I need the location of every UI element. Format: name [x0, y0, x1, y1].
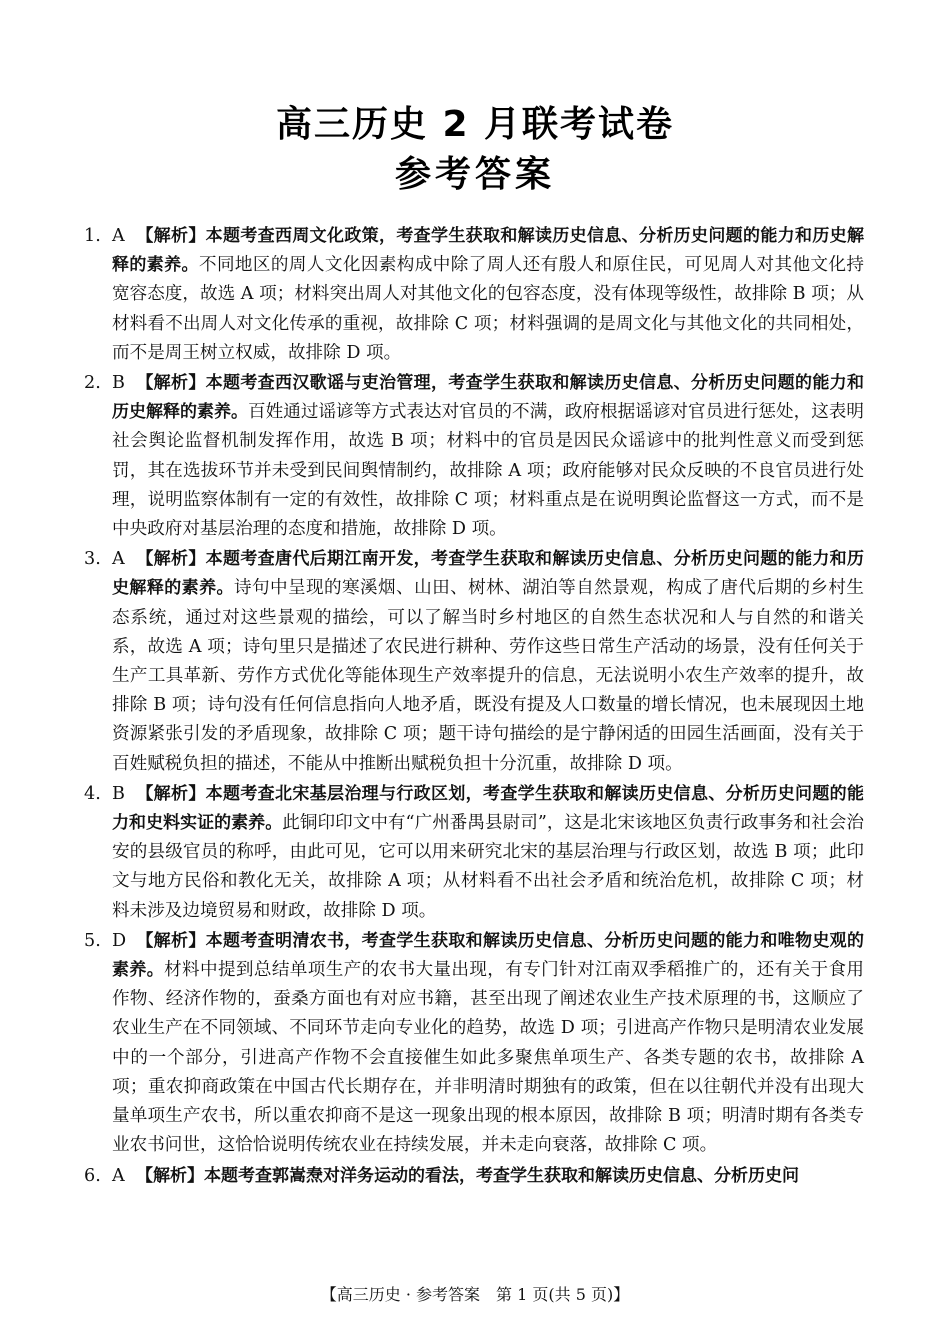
answer-item-5 — [84, 927, 864, 1161]
answer-item-2 — [84, 369, 864, 544]
item-explanation: 材料中提到总结单项生产的农书大量出现，有专门针对江南双季稻推广的，还有关于食用作物、经济作物的，蚕桑方面也有对应书籍，甚至出现了阐述农业生产技术原理的书，这顺应了农业生产在不同领域、不同环节走向专业化的趋势，故选 D 项；引进高产作物只是明清农业发展中的一个部分，引进高产作物不会直接催生如此多聚焦单项生产、各类专题的农书，故排除 A 项；重农抑商政策在中国古代长期存在，并非明清时期独有的政策，但在以往朝代并没有出现大量单项生产农书，所以重农抑商不是这一现象出现的根本原因，故排除 B 项；明清时期有各类专业农书问世，这恰恰说明传统农业在持续发展，并未走向衰落，故排除 C 项。 — [112, 960, 864, 1156]
item-number: 5. — [84, 930, 101, 951]
answer-list — [84, 222, 864, 1192]
item-heading: 【解析】本题考查唐代后期江南开发，考查学生获取和解读历史信息、分析历史问题的能力和历史解释的素养。 — [112, 549, 864, 599]
document-title: 高三历史 2 月联考试卷 — [275, 104, 675, 145]
answer-item-3 — [84, 545, 864, 779]
item-answer: B — [112, 783, 125, 804]
item-answer: A — [112, 226, 125, 246]
item-explanation: 诗句中呈现的寒溪烟、山田、树林、湖泊等自然景观，构成了唐代后期的乡村生态系统，通过对这些景观的描绘，可以了解当时乡村地区的自然生态状况和人与自然的和谐关系，故选 A 项；诗句里只是描述了农民进行耕种、劳作这些日常生产活动的场景，没有任何关于生产工具革新、劳作方式优化等能体现生产效率提升的信息，无法说明小农生产效率的提升，故排除 B 项；诗句没有任何信息指向人地矛盾，既没有提及人口数量的增长情况，也未展现因土地资源紧张引发的矛盾现象，故排除 C 项；题干诗句描绘的是宁静闲适的田园生活画面，没有关于百姓赋税负担的描述，不能从中推断出赋税负担十分沉重，故排除 D 项。 — [112, 578, 864, 774]
item-answer: B — [112, 373, 125, 394]
item-heading: 【解析】本题考查西周文化政策，考查学生获取和解读历史信息、分析历史问题的能力和历史解释的素养。 — [112, 226, 864, 276]
item-number: 4. — [84, 783, 101, 804]
item-answer: D — [112, 930, 127, 951]
document-subtitle: 参考答案 — [394, 154, 555, 195]
item-heading: 【解析】本题考查西汉歌谣与吏治管理，考查学生获取和解读历史信息、分析历史问题的能力和历史解释的素养。 — [112, 373, 864, 423]
item-heading: 【解析】本题考查郭嵩焘对洋务运动的看法，考查学生获取和解读历史信息、分析历史问 — [136, 1165, 799, 1186]
item-number: 2. — [84, 373, 101, 394]
item-heading: 【解析】本题考查明清农书，考查学生获取和解读历史信息、分析历史问题的能力和唯物史观的素养。 — [112, 930, 864, 981]
item-explanation: 百姓通过谣谚等方式表达对官员的不满，政府根据谣谚对官员进行惩处，这表明社会舆论监督机制发挥作用，故选 B 项；材料中的官员是因民众谣谚中的批判性意义而受到惩罚，其在选拔环节并未受到民间舆情制约，故排除 A 项；政府能够对民众反映的不良官员进行处理，说明监察体制有一定的有效性，故排除 C 项；材料重点是在说明舆论监督这一方式，而不是中央政府对基层治理的态度和措施，故排除 D 项。 — [112, 402, 864, 540]
item-explanation: 不同地区的周人文化因素构成中除了周人还有殷人和原住民，可见周人对其他文化持宽容态度，故选 A 项；材料突出周人对其他文化的包容态度，没有体现等级性，故排除 B 项；从材料看不出周人对文化传承的重视，故排除 C 项；材料强调的是周文化与其他文化的共同相处，而不是周王树立权威，故排除 D 项。 — [112, 255, 864, 363]
item-answer: A — [112, 549, 125, 570]
item-heading: 【解析】本题考查北宋基层治理与行政区划，考查学生获取和解读历史信息、分析历史问题的能力和史料实证的素养。 — [112, 783, 864, 834]
item-number: 6. — [84, 1165, 101, 1186]
item-answer: A — [112, 1165, 125, 1186]
page-footer: 【高三历史 · 参考答案 第 1 页(共 5 页)】 — [320, 1285, 630, 1304]
item-number: 1. — [84, 226, 101, 246]
item-explanation: 此铜印印文中有“广州番禺县尉司”，这是北宋该地区负责行政事务和社会治安的县级官员的称呼，由此可见，它可以用来研究北宋的基层治理与行政区划，故选 B 项；此印文与地方民俗和教化无关，故排除 A 项；从材料看不出社会矛盾和统治危机，故排除 C 项；材料未涉及边境贸易和财政，故排除 D 项。 — [112, 813, 864, 921]
item-number: 3. — [84, 549, 101, 570]
answer-item-1 — [84, 222, 864, 368]
answer-item-6 — [84, 1162, 864, 1191]
answer-item-4 — [84, 780, 864, 926]
